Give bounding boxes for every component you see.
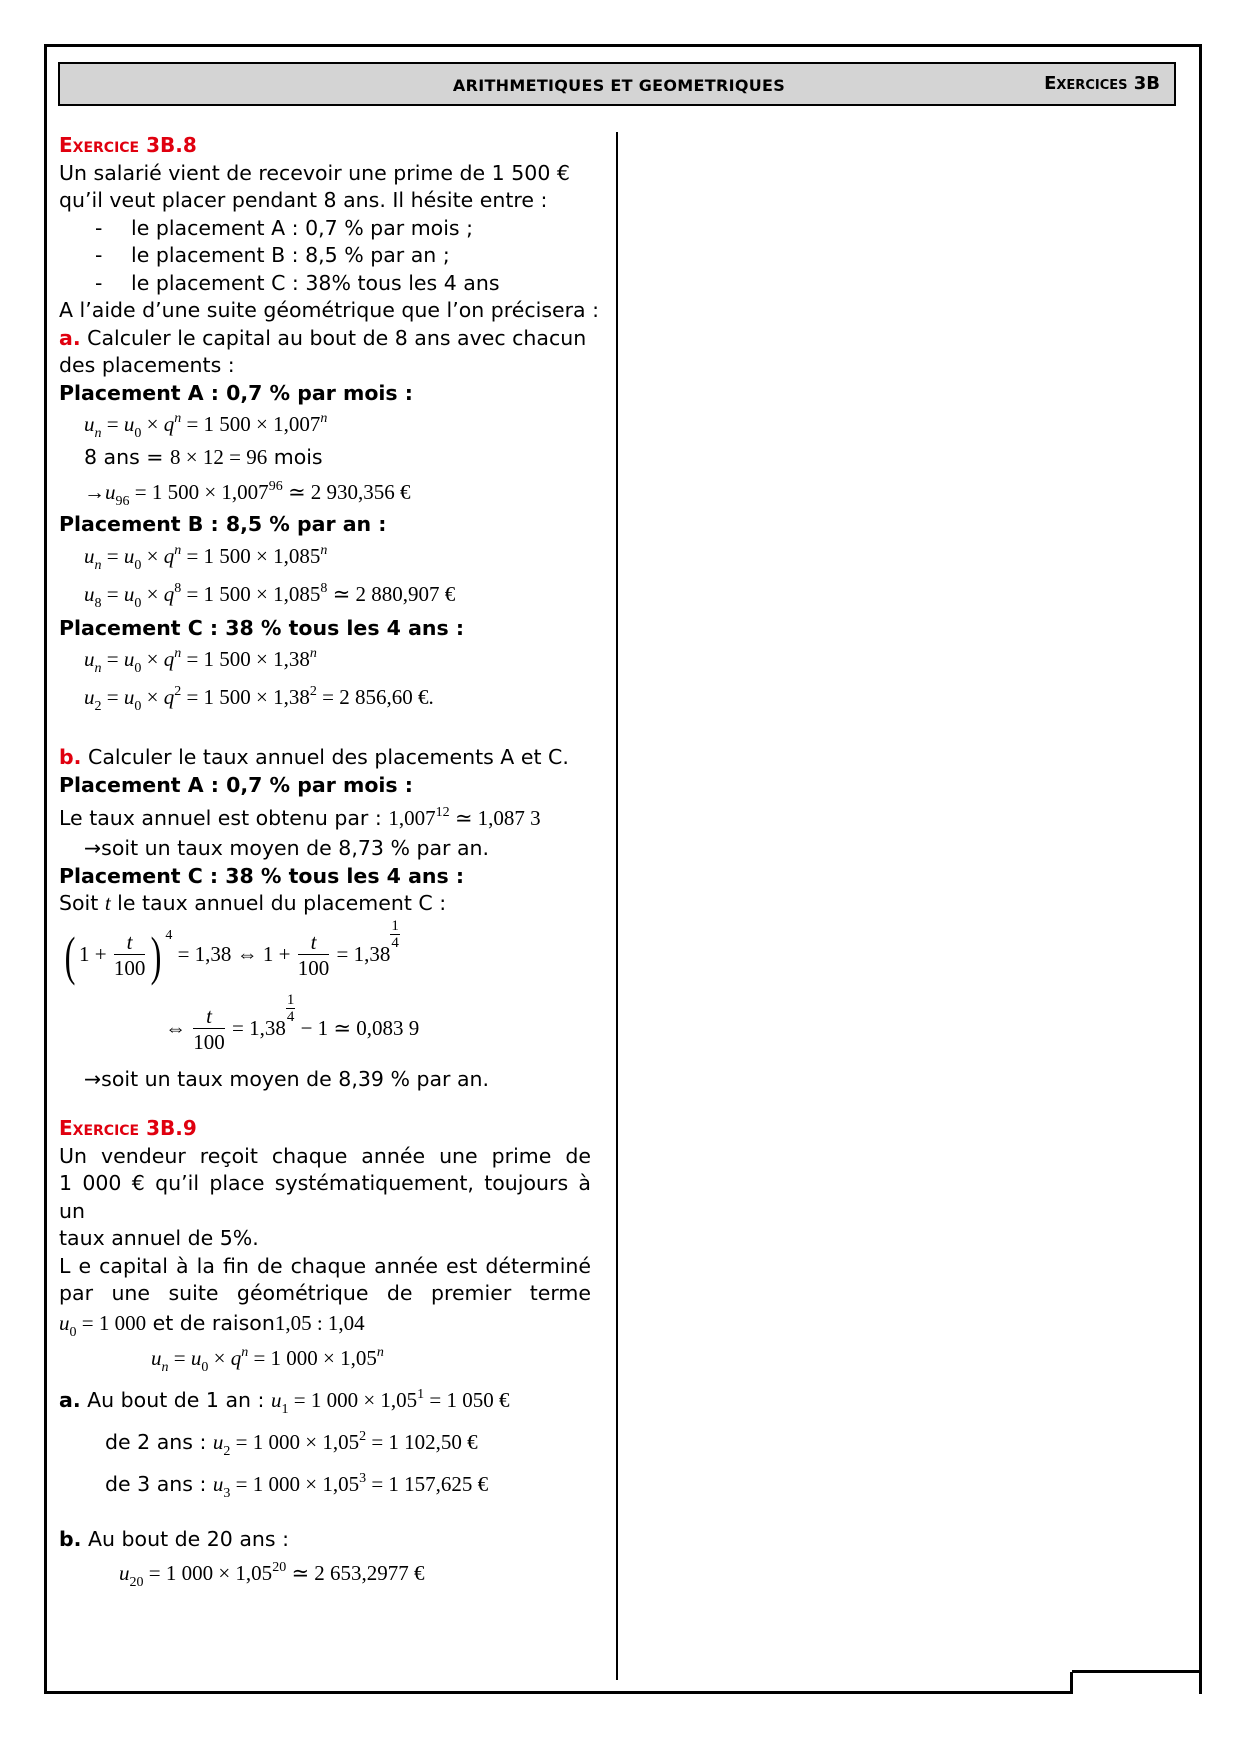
taux-a-formula — [388, 806, 540, 830]
formula-exponent: n — [376, 1344, 384, 1360]
taux-a-result: ≃ 1,087 3 — [449, 806, 541, 830]
months-prefix: 8 ans = — [84, 445, 171, 469]
raison-text: et de raison — [146, 1310, 275, 1335]
equation-1 — [59, 918, 591, 990]
taux-c-conclusion: →soit un taux moyen de 8,39 % par an. — [84, 1066, 490, 1091]
header-title: ARITHMETIQUES ET GEOMETRIQUES — [452, 76, 786, 95]
ex8-intro-line-1: Un salarié vient de recevoir une prime de 1 500 € — [59, 160, 570, 185]
fraction-t-100-2 — [298, 930, 330, 981]
result-exponent: 96 — [268, 479, 283, 494]
ex8-intro-line-2: qu’il veut placer pendant 8 ans. Il hésite entre : — [59, 188, 548, 212]
question-a-text: Au bout de 1 an : — [80, 1387, 271, 1412]
index: 3 — [223, 1485, 231, 1501]
ex8-option-c — [59, 270, 591, 298]
placement-c-formula: $u_n = u_0 \times q^n = 1$ $500 \times 1,38^n$ — [84, 646, 317, 676]
year-rhs: = 1 000 × 1,05 — [230, 1471, 360, 1496]
ex9-formula: $u_n = u_0 \times q^n = 1$ $000 \times 1,05^n$ — [151, 1344, 384, 1375]
frac-den: 100 — [113, 956, 146, 981]
months-expression: 8 × 12 = 96 — [170, 445, 268, 469]
power-4: 4 — [165, 927, 173, 943]
fraction-t-100-3 — [193, 1004, 225, 1055]
ex9-paragraph-4: L e capital à la fin de chaque année est déterminé — [59, 1253, 591, 1278]
formula-rhs: = 1 500 × 1,085 — [181, 543, 321, 568]
ex9-paragraph-5: par une suite géométrique de premier terme — [59, 1281, 591, 1305]
ex8-question-b — [59, 744, 591, 772]
eq-result: − 1 ≃ 0,083 9 — [295, 1015, 420, 1040]
placement-a-heading: Placement A : 0,7 % par mois : — [59, 380, 413, 405]
frac-num: t — [298, 930, 330, 955]
page-frame-bottom — [44, 1691, 1072, 1694]
question-b-text: Au bout de 20 ans : — [81, 1526, 290, 1551]
question-b-label: b. — [59, 1526, 82, 1551]
placement-a-result: $\to u_{96} = 1$ $500 \times 1,007^{96}$ ≃ 2 930,356 € — [84, 479, 411, 509]
formula-exponent: n — [320, 542, 328, 558]
left-paren: ( — [64, 925, 76, 986]
index-96: 96 — [115, 494, 130, 509]
one-plus-2: 1 + — [262, 941, 296, 966]
index: 1 — [281, 1401, 289, 1417]
arrow-icon: → — [84, 480, 105, 504]
exercise-9-title: Exercice 3B.9 — [59, 1116, 197, 1140]
placement-c-heading: Placement C : 38 % tous les 4 ans : — [59, 615, 465, 640]
bullet-dash: - — [95, 243, 103, 267]
frac-den: 100 — [193, 1030, 225, 1055]
option-a-text: le placement A : 0,7 % par mois ; — [131, 215, 474, 240]
bullet-dash: - — [95, 270, 103, 295]
ex9-year-2: de 2 ans : $u_2 = 1$ $000 \times 1,05^2 = 1$ 102,50 € — [105, 1428, 478, 1459]
right-paren: ) — [150, 925, 162, 986]
result-rhs: = 1 500 × 1,38 — [181, 685, 310, 709]
formula-rhs: = 1 500 × 1,38 — [181, 647, 310, 671]
frac-num: t — [114, 930, 146, 955]
result-value: ≃ 2 930,356 € — [282, 480, 411, 504]
ex9-question-b — [59, 1526, 591, 1554]
ex9-paragraph-6: $u_0 = 1$ 000 et de raison1,05 : 1,04 — [59, 1310, 365, 1340]
iff-icon: ⇔ — [165, 1015, 192, 1040]
year-2-label: de 2 ans : — [105, 1429, 213, 1454]
question-a-label: a. — [59, 1387, 81, 1412]
ex9-year-3: de 3 ans : $u_3 = 1$ $000 \times 1,05^3 = 1$ 157,625 € — [105, 1470, 489, 1501]
iff-icon: ⇔ — [231, 941, 263, 966]
year-rhs: = 1 000 × 1,05 — [288, 1387, 418, 1412]
power: 8 — [174, 580, 182, 596]
year-rhs: = 1 000 × 1,05 — [230, 1429, 360, 1454]
placement-c2-heading: Placement C : 38 % tous les 4 ans : — [59, 863, 465, 888]
year-exponent: 3 — [359, 1470, 367, 1486]
year-result: = 1 157,625 € — [366, 1471, 489, 1496]
variable-t: t — [104, 891, 111, 915]
raison-value: 1,05 : 1,04 — [274, 1310, 365, 1335]
index: 2 — [94, 699, 102, 714]
formula-exponent: n — [320, 411, 328, 426]
power: 2 — [174, 684, 182, 699]
formula-rhs: = 1 000 × 1,05 — [248, 1345, 377, 1370]
left-column — [59, 132, 600, 1593]
ex9-paragraph-2: 1 000 € qu’il place systématiquement, toujours à un — [59, 1171, 591, 1223]
taux-a-exponent: 12 — [435, 805, 450, 820]
q-num: 1 — [391, 917, 399, 934]
formula-rhs: = 1 500 × 1,007 — [181, 412, 321, 436]
year-3-label: de 3 ans : — [105, 1471, 213, 1496]
formula-exponent: n — [309, 646, 317, 661]
question-b-label: b. — [59, 745, 82, 769]
placement-c-result: $u_2 = u_0 \times q^2 = 1$ $500 \times 1,38^2 = 2$ 856,60 €. — [84, 684, 434, 714]
taux-a-line — [59, 799, 591, 835]
page-frame-corner — [1070, 1672, 1073, 1694]
eq-rhs: = 1,38 — [226, 1015, 286, 1040]
ex9-year-20: $u_{20} = 1$ $000 \times 1,05^{20}$ ≃ 2 653,2977 € — [119, 1560, 425, 1590]
year-rhs: = 1 000 × 1,05 — [143, 1561, 273, 1585]
page-header — [58, 62, 1176, 106]
ex8-question-a-cont: des placements : — [59, 353, 235, 377]
ex8-aide: A l’aide d’une suite géométrique que l’on précisera : — [59, 298, 600, 322]
ex9-year-1: a. Au bout de 1 an : $u_1 = 1$ $000 \times 1,05^1 = 1$ 050 € — [59, 1386, 510, 1417]
bullet-dash: - — [95, 215, 103, 240]
eq-rhs-2: = 1,38 — [331, 941, 391, 966]
taux-a-conclusion: →soit un taux moyen de 8,73 % par an. — [84, 836, 490, 860]
ex8-option-a — [59, 215, 591, 243]
option-b-text: le placement B : 8,5 % par an ; — [131, 243, 450, 267]
quarter-exponent — [390, 918, 400, 951]
index: 8 — [94, 595, 102, 611]
option-c-text: le placement C : 38% tous les 4 ans — [131, 270, 500, 295]
index: 20 — [129, 1575, 144, 1590]
year-exponent: 1 — [417, 1386, 425, 1402]
year-result: = 1 050 € — [424, 1387, 510, 1412]
months-suffix: mois — [267, 445, 323, 469]
result-exponent: 2 — [309, 684, 317, 699]
placement-b-result: $u_8 = u_0 \times q^8 = 1$ $500 \times 1,085^8$ ≃ 2 880,907 € — [84, 580, 456, 611]
placement-a-formula: $u_n = u_0 \times q^n = 1$ $500 \times 1,007^n$ — [84, 411, 328, 441]
placement-a-months — [59, 441, 591, 473]
question-a-text: Calculer le capital au bout de 8 ans avec chacun — [87, 325, 587, 350]
placement-b-heading: Placement B : 8,5 % par an : — [59, 512, 387, 536]
ex8-question-a — [59, 325, 591, 353]
index: 2 — [223, 1443, 231, 1459]
q-den: 4 — [286, 1008, 295, 1025]
u0-value: = 1 000 — [76, 1310, 147, 1335]
header-exercises-label: Exercices 3B — [1044, 73, 1160, 94]
year-result: ≃ 2 653,2977 € — [286, 1561, 425, 1585]
soit-prefix: Soit — [59, 891, 105, 915]
exercise-8-title: Exercice 3B.8 — [59, 133, 197, 157]
quarter-exponent — [286, 992, 296, 1025]
one-plus: 1 + — [78, 941, 112, 966]
column-divider — [616, 132, 618, 1680]
year-exponent: 20 — [272, 1560, 287, 1575]
soit-suffix: le taux annuel du placement C : — [110, 891, 447, 915]
soit-line — [59, 890, 591, 918]
question-b-text: Calculer le taux annuel des placements A et C. — [88, 745, 569, 769]
ex9-paragraph-3: taux annuel de 5%. — [59, 1226, 259, 1250]
taux-a-base: 1,007 — [388, 806, 436, 830]
taux-a-text: Le taux annuel est obtenu par : — [59, 806, 382, 830]
page-frame-step — [1072, 1670, 1202, 1673]
equation-2 — [59, 990, 591, 1066]
eq-rhs: = 1,38 — [172, 941, 232, 966]
result-value: = 2 856,60 €. — [316, 685, 434, 709]
year-result: = 1 102,50 € — [366, 1429, 478, 1454]
ex9-paragraph-1: Un vendeur reçoit chaque année une prime de — [59, 1143, 591, 1168]
year-exponent: 2 — [359, 1428, 367, 1444]
q-den: 4 — [391, 934, 399, 951]
result-rhs: = 1 500 × 1,007 — [129, 480, 269, 504]
frac-num: t — [193, 1004, 225, 1029]
result-value: ≃ 2 880,907 € — [327, 581, 456, 606]
placement-a2-heading: Placement A : 0,7 % par mois : — [59, 772, 413, 797]
fraction-t-100 — [114, 930, 146, 981]
ex8-option-b — [59, 242, 591, 270]
q-num: 1 — [286, 991, 295, 1008]
frac-den: 100 — [297, 956, 330, 981]
question-a-label: a. — [59, 325, 81, 350]
result-rhs: = 1 500 × 1,085 — [181, 581, 321, 606]
placement-b-formula: $u_n = u_0 \times q^n = 1$ $500 \times 1,085^n$ — [84, 542, 328, 573]
result-exponent: 8 — [320, 580, 328, 596]
